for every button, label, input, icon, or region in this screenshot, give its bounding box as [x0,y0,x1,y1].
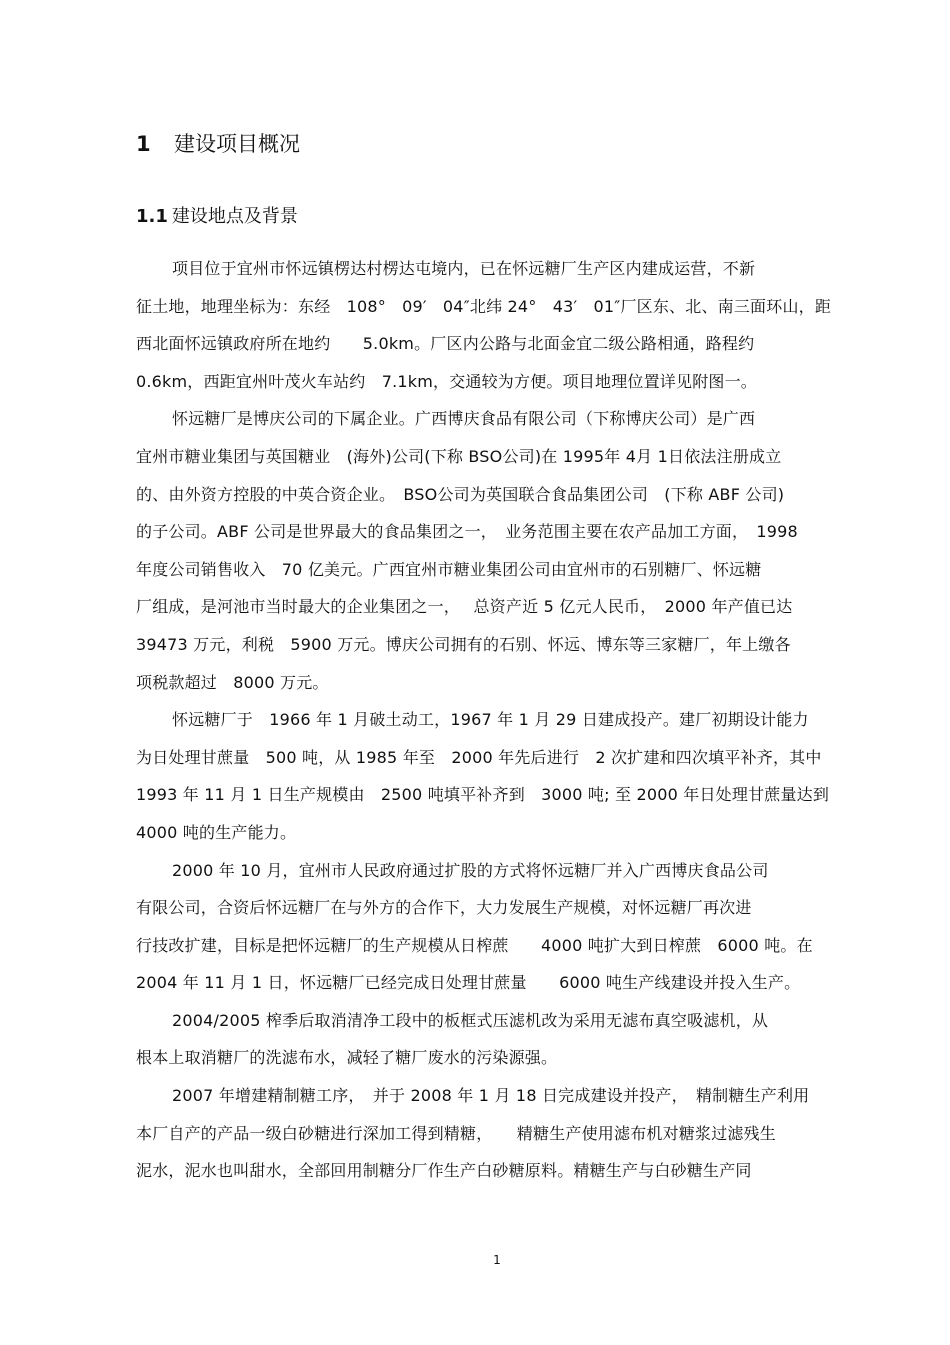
text-line: 2004/2005 榨季后取消清净工段中的板框式压滤机改为采用无滤布真空吸滤机，从 [172,1010,769,1030]
text-line: 0.6km，西距宜州叶茂火车站约 7.1km，交通较为方便。项目地理位置详见附图一。 [136,371,757,391]
chapter-heading [136,130,300,158]
text-line: 征土地，地理坐标为：东经 108° 09′ 04″北纬 24° 43′ 01″厂区东、北、南三面环山，距 [136,296,832,316]
text-line: 的、由外资方控股的中英合资企业。 BSO公司为英国联合食品集团公司 (下称 ABF 公司) [136,484,785,504]
text-line: 怀远糖厂于 1966 年 1 月破土动工，1967 年 1 月 29 日建成投产。建厂初期设计能力 [172,710,809,730]
text-line: 年度公司销售收入 70 亿美元。广西宜州市糖业集团公司由宜州市的石别糖厂、怀远糖 [136,559,762,579]
paragraph-factory-history [136,701,866,851]
section-number: 1.1 [136,206,168,227]
text-line: 泥水，泥水也叫甜水，全部回用制糖分厂作生产白砂糖原料。精糖生产与白砂糖生产同 [136,1161,752,1181]
paragraph-refined-sugar [136,1077,866,1190]
text-line: 西北面怀远镇政府所在地约 5.0km。厂区内公路与北面金宜二级公路相通，路程约 [136,334,755,354]
chapter-title: 建设项目概况 [174,132,300,156]
text-line: 本厂自产的产品一级白砂糖进行深加工得到精糖， 精糖生产使用滤布机对糖浆过滤残生 [136,1123,777,1143]
body-text [136,250,866,1190]
text-line: 2000 年 10 月，宜州市人民政府通过扩股的方式将怀远糖厂并入广西博庆食品公司 [172,860,769,880]
text-line: 2007 年增建精制糖工序， 并于 2008 年 1 月 18 日完成建设并投产， 精制糖生产利用 [172,1086,810,1106]
section-title: 建设地点及背景 [171,206,298,227]
paragraph-location [136,250,866,400]
text-line: 的子公司。ABF 公司是世界最大的食品集团之一， 业务范围主要在农产品加工方面， 1998 [136,522,798,542]
text-line: 39473 万元，利税 5900 万元。博庆公司拥有的石别、怀远、博东等三家糖厂，年上缴各 [136,634,791,654]
chapter-number: 1 [136,132,151,156]
text-line: 项税款超过 8000 万元。 [136,672,329,692]
text-line: 1993 年 11 月 1 日生产规模由 2500 吨填平补齐到 3000 吨; 至 2000 年日处理甘蔗量达到 [136,785,830,805]
section-heading [136,204,298,230]
text-line: 宜州市糖业集团与英国糖业 (海外)公司(下称 BSO公司)在 1995年 4月 1日依法注册成立 [136,446,782,466]
text-line: 根本上取消糖厂的洗滤布水，减轻了糖厂废水的污染源强。 [136,1048,558,1068]
paragraph-expansion [136,852,866,1002]
text-line: 为日处理甘蔗量 500 吨，从 1985 年至 2000 年先后进行 2 次扩建和四次填平补齐，其中 [136,747,822,767]
paragraph-company-background [136,400,866,701]
text-line: 行技改扩建，目标是把怀远糖厂的生产规模从日榨蔗 4000 吨扩大到日榨蔗 6000 吨。在 [136,935,813,955]
text-line: 2004 年 11 月 1 日，怀远糖厂已经完成日处理甘蔗量 6000 吨生产线建设并投入生产。 [136,973,801,993]
text-line: 有限公司，合资后怀远糖厂在与外方的合作下，大力发展生产规模，对怀远糖厂再次进 [136,898,752,918]
text-line: 厂组成，是河池市当时最大的企业集团之一， 总资产近 5 亿元人民币， 2000 年产值已达 [136,597,793,617]
text-line: 怀远糖厂是博庆公司的下属企业。广西博庆食品有限公司（下称博庆公司）是广西 [172,409,756,429]
text-line: 4000 吨的生产能力。 [136,822,297,842]
text-line: 项目位于宜州市怀远镇楞达村楞达屯境内，已在怀远糖厂生产区内建成运营，不新 [172,259,756,278]
paragraph-filter-change [136,1002,866,1077]
page-number: 1 [493,1253,501,1267]
